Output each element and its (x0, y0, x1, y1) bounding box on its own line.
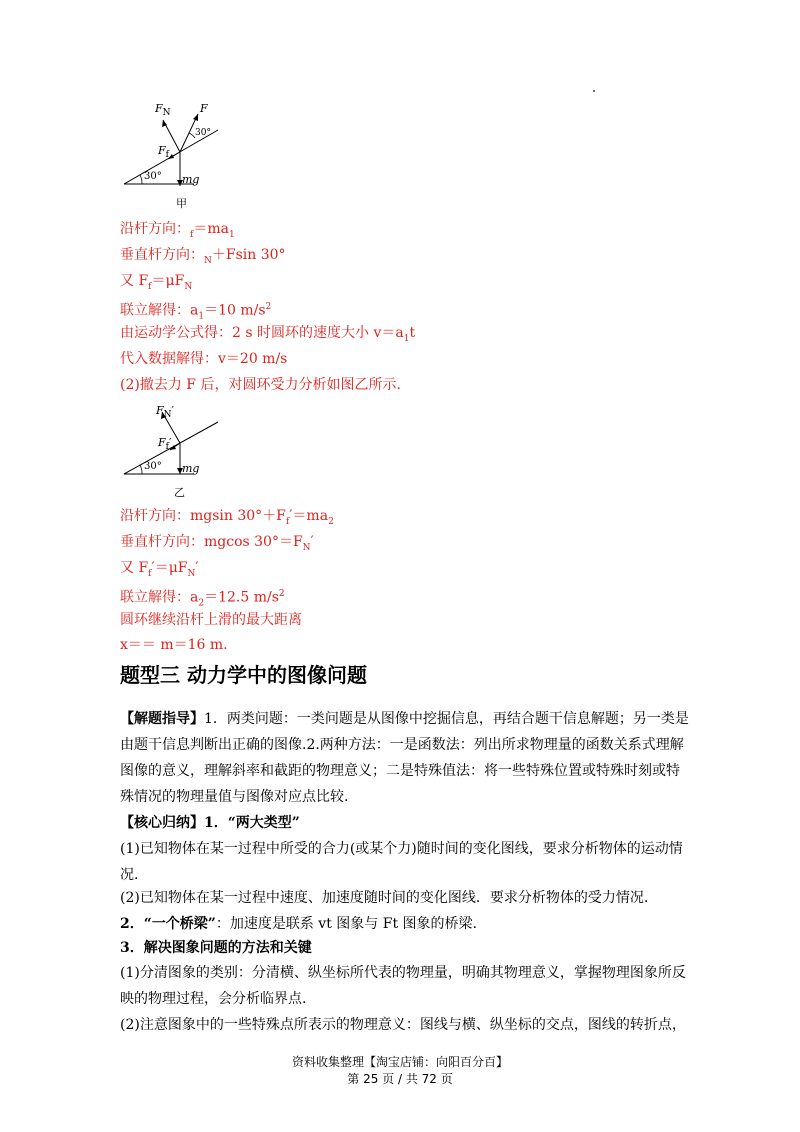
solution-a-line-2: 垂直杆方向：$_N$＋Fsin 30° (120, 247, 286, 266)
footer-source: 资料收集整理【淘宝店铺：向阳百分百】 (291, 1055, 508, 1069)
solution-a-line-1: 沿杆方向：$_f=ma_1$ (120, 221, 235, 240)
solution-a-line-6: 代入数据解得：v＝20 m/s (120, 351, 288, 367)
label-angle-top: 30° (195, 128, 211, 138)
stray-dot (593, 90, 595, 92)
force-diagram-b (118, 402, 228, 499)
label-mg: mg (182, 173, 200, 186)
bridge-paragraph: 2．“一个桥梁”：加速度是联系 vt 图象与 Ft 图象的桥梁. (120, 916, 477, 932)
solution-b-line-6: x＝＝ m＝16 m. (120, 637, 228, 653)
type-two-paragraph: (2)已知物体在某一过程中速度、加速度随时间的变化图线．要求分析物体的受力情况. (120, 890, 649, 906)
solution-b-line-5: 圆环继续沿杆上滑的最大距离 (120, 612, 302, 628)
label-fn: $F_N$ (155, 102, 171, 119)
section-title: 题型三 动力学中的图像问题 (120, 663, 367, 687)
method-one-paragraph: (1)分清图象的类别：分清横、纵坐标所代表的物理量，明确其物理意义，掌握物理图象所反映的物理过程，会分析临界点. (120, 965, 686, 1007)
figure-caption-a: 甲 (176, 197, 187, 210)
type-one-paragraph: (1)已知物体在某一过程中所受的合力(或某个力)随时间的变化图线，要求分析物体的运动情况. (120, 841, 683, 883)
label-f: F (200, 102, 208, 115)
solution-b-line-3: 又 $F_f'=\mu F_N'$ (120, 560, 199, 579)
solution-a-line-3: 又 $F_f=\mu F_N$ (120, 273, 193, 292)
methods-heading: 3．解决图象问题的方法和关键 (120, 940, 312, 956)
label-ff: $F_f$ (158, 144, 169, 161)
label-angle-base-b: 30° (144, 461, 162, 472)
solution-b-line-2: 垂直杆方向：mgcos $30^\circ=F_N'$ (120, 534, 314, 553)
solution-b-line-4: 联立解得：$a_2=12.5$ $m/s^2$ (120, 589, 285, 609)
label-mg-b: mg (182, 462, 200, 475)
force-diagram-a (118, 100, 228, 208)
method-two-paragraph: (2)注意图象中的一些特殊点所表示的物理意义：图线与横、纵坐标的交点，图线的转折点， (120, 1017, 686, 1033)
core-summary-heading: 【核心归纳】1．“两大类型” (120, 815, 300, 831)
label-fn-prime: $F_N'$ (156, 404, 175, 421)
solution-b-line-1: 沿杆方向：mgsin $30^\circ+F_f'=ma_2$ (120, 508, 334, 527)
solution-a-line-4: 联立解得：$a_1=10$ $m/s^2$ (120, 302, 272, 322)
force-diagram-a-svg (118, 100, 228, 190)
label-angle-base: 30° (144, 171, 162, 182)
footer-page-number: 第 25 页 / 共 72 页 (347, 1072, 453, 1086)
label-ff-prime: $F_f'$ (158, 436, 172, 453)
figure-caption-b: 乙 (174, 486, 185, 499)
solution-a-line-7: (2)撤去力 F 后，对圆环受力分析如图乙所示． (120, 377, 411, 393)
guidance-paragraph: 【解题指导】1．两类问题：一类问题是从图像中挖掘信息，再结合题干信息解题；另一类是由题干信息判断出正确的图像.2.两种方法：一是函数法：列出所求物理量的函数关系式理解图像的意义，理解斜率和截距的物理意义；二是特殊值法：将一些特殊位置或特殊时刻或特殊情况的物理量值与图像对应点比较. (120, 711, 689, 805)
solution-a-line-5: 由运动学公式得：2 s 时圆环的速度大小 $v=a_1t$ (120, 325, 416, 344)
